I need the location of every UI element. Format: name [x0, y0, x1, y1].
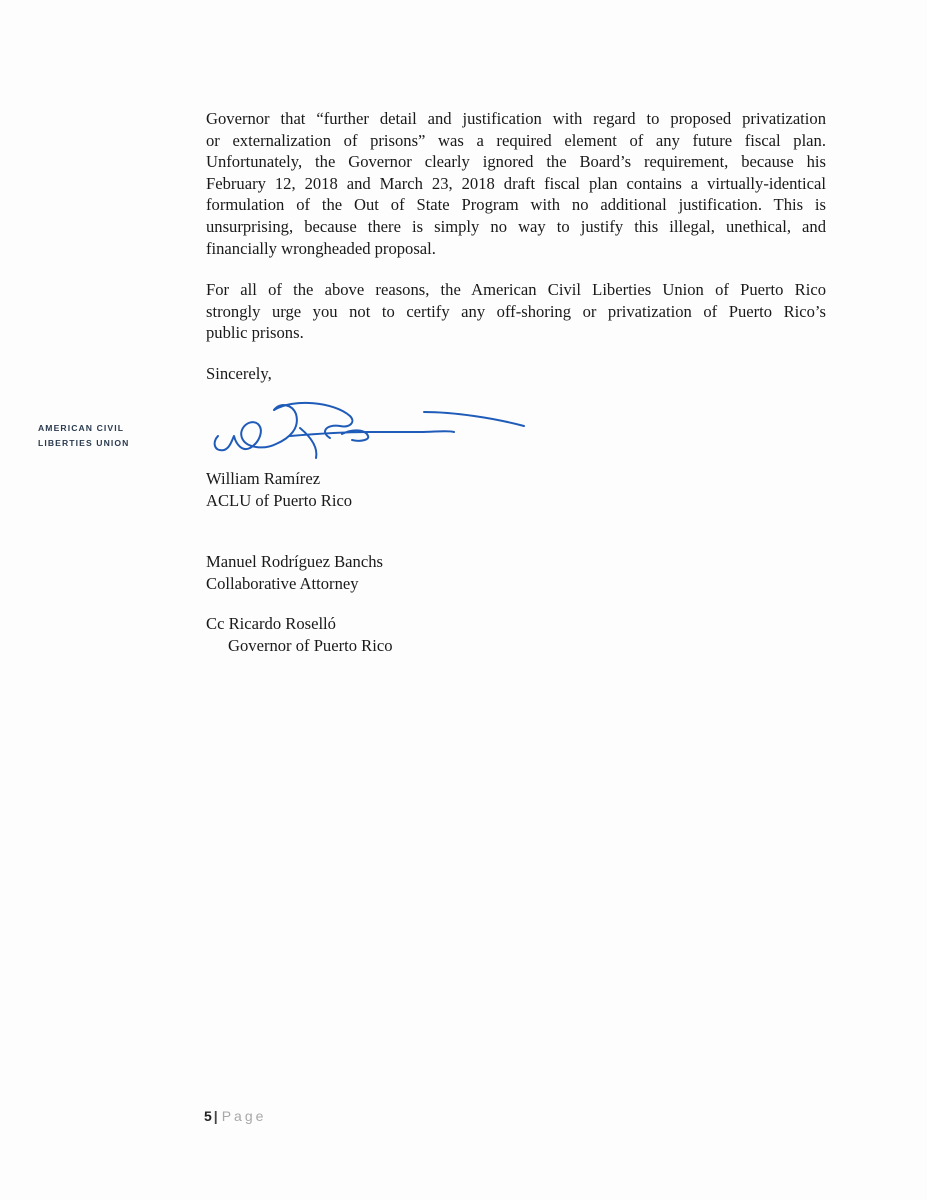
- paragraph-line: For all of the above reasons, the American Civil Liberties Union of Puerto Rico: [206, 280, 826, 299]
- signatory-title: Collaborative Attorney: [206, 573, 359, 593]
- paragraph-line: Governor that “further detail and justification with regard to proposed privatization: [206, 109, 826, 128]
- sidebar-org-line: LIBERTIES UNION: [38, 438, 130, 448]
- signatory-organization: ACLU of Puerto Rico: [206, 490, 353, 510]
- paragraph-line: February 12, 2018 and March 23, 2018 draft fiscal plan contains a virtually-identical: [206, 173, 826, 193]
- paragraph-line: formulation of the Out of State Program with no additional justification. This is: [206, 195, 826, 215]
- page-label: Page: [221, 1108, 267, 1124]
- cc-recipient-title: Governor of Puerto Rico: [228, 635, 393, 655]
- footer-separator: |: [213, 1108, 218, 1124]
- paragraph-conclusion: [206, 279, 826, 344]
- signatory-primary: [206, 468, 352, 511]
- cc-recipient: Cc Ricardo Roselló: [206, 614, 336, 633]
- signatory-name: William Ramírez: [206, 469, 321, 488]
- paragraph-line: public prisons.: [206, 323, 304, 343]
- closing-salutation: Sincerely,: [206, 364, 272, 383]
- handwritten-signature: [204, 392, 534, 472]
- page-number: 5: [204, 1108, 212, 1124]
- cc-block: [206, 613, 393, 656]
- aclu-sidebar-logo: [38, 421, 129, 451]
- signatory-secondary: [206, 551, 383, 594]
- sidebar-org-line: AMERICAN CIVIL: [38, 423, 125, 433]
- paragraph-governor-requirement: [206, 108, 826, 259]
- paragraph-line: or externalization of prisons” was a required element of any future fiscal plan.: [206, 130, 826, 150]
- paragraph-line: Unfortunately, the Governor clearly ignored the Board’s requirement, because his: [206, 152, 826, 172]
- signatory-name: Manuel Rodríguez Banchs: [206, 552, 383, 571]
- page-footer: [204, 1108, 266, 1124]
- paragraph-line: financially wrongheaded proposal.: [206, 238, 436, 258]
- paragraph-line: unsurprising, because there is simply no way to justify this illegal, unethical, and: [206, 216, 826, 236]
- paragraph-line: strongly urge you not to certify any off-shoring or privatization of Puerto Rico’s: [206, 301, 826, 321]
